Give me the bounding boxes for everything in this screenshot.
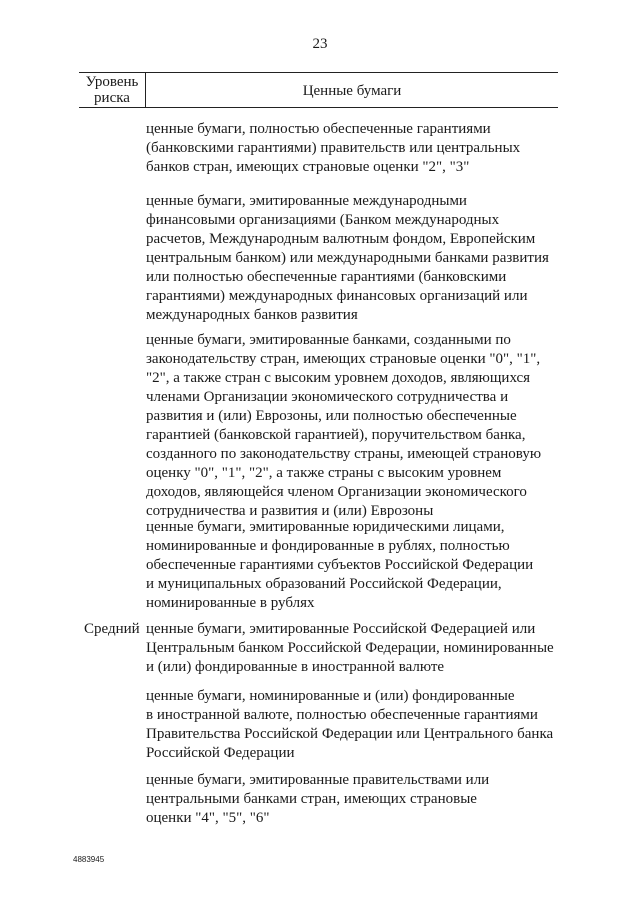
paragraph-line: оценки "4", "5", "6" xyxy=(146,810,270,826)
paragraph-line: ценные бумаги, полностью обеспеченные гарантиями xyxy=(146,121,491,137)
paragraph-line: в иностранной валюте, полностью обеспеченные гарантиями xyxy=(146,707,538,723)
paragraph-line: ценные бумаги, эмитированные банками, созданными по xyxy=(146,332,511,348)
paragraph-line: Правительства Российской Федерации или Центрального банка xyxy=(146,726,554,742)
paragraph-line: гарантиями) международных финансовых организаций или xyxy=(146,288,528,304)
securities-paragraph xyxy=(146,331,566,521)
paragraph-line: и (или) фондированные в иностранной валюте xyxy=(146,659,445,675)
paragraph-line: развития и (или) Еврозоны, или полностью обеспеченные xyxy=(146,408,517,424)
paragraph-line: оценку "0", "1", "2", а также страны с высоким уровнем xyxy=(146,465,502,481)
paragraph-line: законодательству стран, имеющих страновые оценки "0", "1", xyxy=(146,351,541,367)
paragraph-line: номинированные в рублях xyxy=(146,595,315,611)
risk-level-column-header xyxy=(79,73,146,107)
paragraph-line: гарантией (банковской гарантией), поручительством банка, xyxy=(146,427,526,443)
securities-paragraph xyxy=(146,771,566,828)
page-number: 23 xyxy=(312,36,328,52)
securities-paragraph xyxy=(146,120,566,177)
paragraph-line: ценные бумаги, эмитированные правительствами или xyxy=(146,772,490,788)
paragraph-line: ценные бумаги, эмитированные Российской Федерацией или xyxy=(146,621,536,637)
table-header xyxy=(79,72,558,108)
paragraph-line: обеспеченные гарантиями субъектов Российской Федерации xyxy=(146,557,534,573)
paragraph-line: центральными банками стран, имеющих страновые xyxy=(146,791,477,807)
paragraph-line: ценные бумаги, эмитированные юридическими лицами, xyxy=(146,519,505,535)
paragraph-line: сотрудничества и развития и (или) Еврозоны xyxy=(146,503,434,519)
paragraph-line: и муниципальных образований Российской Федерации, xyxy=(146,576,502,592)
paragraph-line: ценные бумаги, эмитированные международными xyxy=(146,193,467,209)
paragraph-line: или полностью обеспеченные гарантиями (банковскими xyxy=(146,269,507,285)
securities-column-header: Ценные бумаги xyxy=(302,82,402,99)
paragraph-line: банков стран, имеющих страновые оценки "2", "3" xyxy=(146,159,470,175)
paragraph-line: (банковскими гарантиями) правительств или центральных xyxy=(146,140,521,156)
securities-paragraph xyxy=(146,518,566,613)
paragraph-line: расчетов, Международным валютным фондом, Европейским xyxy=(146,231,536,247)
paragraph-line: Российской Федерации xyxy=(146,745,295,761)
paragraph-line: Центральным банком Российской Федерации, номинированные xyxy=(146,640,554,656)
paragraph-line: созданного по законодательству страны, имеющей страновую xyxy=(146,446,542,462)
paragraph-line: "2", а также стран с высоким уровнем доходов, являющихся xyxy=(146,370,531,386)
paragraph-line: членами Организации экономического сотрудничества и xyxy=(146,389,509,405)
paragraph-line: доходов, являющейся членом Организации экономического xyxy=(146,484,527,500)
paragraph-line: финансовыми организациями (Банком международных xyxy=(146,212,500,228)
securities-paragraph xyxy=(146,192,566,325)
paragraph-line: центральным банком) или международными банками развития xyxy=(146,250,549,266)
paragraph-line: международных банков развития xyxy=(146,307,358,323)
securities-paragraph xyxy=(146,687,566,763)
paragraph-line: ценные бумаги, номинированные и (или) фондированные xyxy=(146,688,515,704)
document-id: 4883945 xyxy=(73,855,105,864)
risk-level-medium: Средний xyxy=(84,621,140,637)
paragraph-line: номинированные и фондированные в рублях, полностью xyxy=(146,538,510,554)
risk-level-header-line-2: риска xyxy=(94,90,130,106)
risk-level-header-line-1: Уровень xyxy=(85,74,139,90)
securities-paragraph xyxy=(146,620,566,677)
